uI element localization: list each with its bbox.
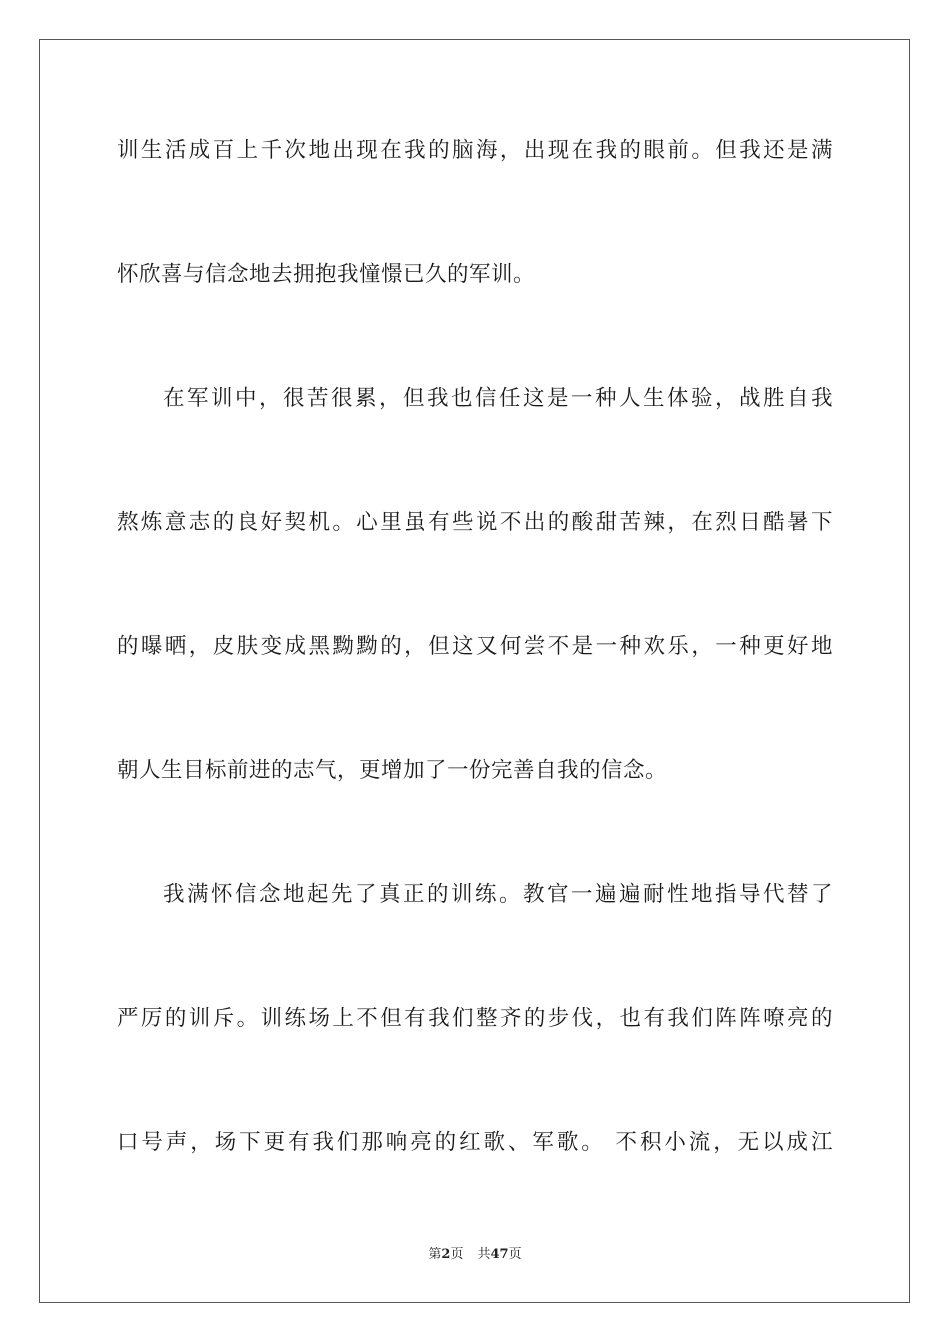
body-line-2: 怀欣喜与信念地去拥抱我憧憬已久的军训。: [117, 262, 536, 287]
body-line-8: 严厉的训斥。训练场上不但有我们整齐的步伐，也有我们阵阵嘹亮的: [117, 1006, 833, 1031]
page-number: 2: [441, 1247, 451, 1262]
body-line-5: 的曝晒，皮肤变成黑黝黝的，但这又何尝不是一种欢乐，一种更好地: [117, 634, 833, 659]
page-prefix: 第: [428, 1247, 442, 1262]
body-line-6: 朝人生目标前进的志气，更增加了一份完善自我的信念。: [117, 758, 668, 783]
body-line-3: 在军训中，很苦很累，但我也信任这是一种人生体验，战胜自我: [163, 386, 833, 411]
page-border: [39, 39, 910, 1303]
body-line-1: 训生活成百上千次地出现在我的脑海，出现在我的眼前。但我还是满: [117, 138, 833, 163]
body-line-9: 口号声，场下更有我们那响亮的红歌、军歌。 不积小流，无以成江: [117, 1130, 833, 1155]
page-footer: [0, 1246, 950, 1264]
page-suffix: 页: [450, 1247, 464, 1262]
total-suffix: 页: [508, 1247, 522, 1262]
total-prefix: 共: [477, 1247, 491, 1262]
total-pages: 47: [490, 1247, 509, 1262]
body-line-4: 熬炼意志的良好契机。心里虽有些说不出的酸甜苦辣，在烈日酷暑下: [117, 510, 833, 535]
body-line-7: 我满怀信念地起先了真正的训练。教官一遍遍耐性地指导代替了: [163, 882, 833, 907]
